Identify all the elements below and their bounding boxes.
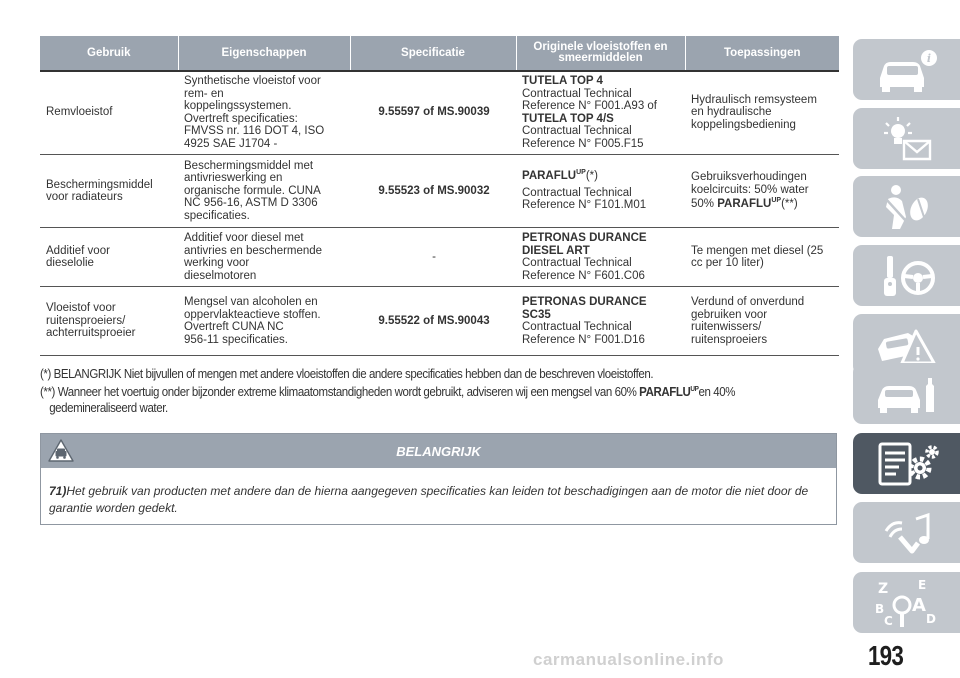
paraflu-brand: PARAFLU bbox=[717, 198, 772, 211]
svg-text:E: E bbox=[917, 577, 926, 592]
watermark: carmanualsonline.info bbox=[533, 650, 724, 669]
multimedia-icon bbox=[872, 507, 942, 559]
footnote-1: (*) BELANGRIJK Niet bijvullen of mengen met andere vloeistoffen die andere specificaties hebben dan de beschreven vloeistoffen. bbox=[40, 367, 654, 381]
svg-text:A: A bbox=[911, 594, 926, 616]
svg-text:C: C bbox=[883, 613, 893, 628]
cell-specification: 9.55597 of MS.90039 bbox=[378, 106, 490, 119]
cell-applications: Verdund of onverdund gebruiken voor ruitenwissers/ ruitensproeiers bbox=[691, 296, 805, 346]
svg-text:i: i bbox=[926, 51, 931, 65]
warning-number: 71) bbox=[49, 484, 67, 498]
cell-properties: Synthetische vloeistof voor rem- en koppelingssystemen. Overtreft specificaties: FMVSS nr. 116 DOT 4, ISO 4925 SAE J1704 - bbox=[184, 75, 325, 150]
index-abc-icon bbox=[872, 577, 942, 629]
cell-applications: Te mengen met diesel (25 cc per 10 liter) bbox=[691, 244, 824, 269]
cell-specification: - bbox=[432, 250, 436, 263]
warning-text: Het gebruik van producten met andere dan de hierna aangegeven specificaties kan leiden tot beschadigingen aan de motor die niet door de garantie worden gedekt. bbox=[49, 484, 809, 515]
header-specification: Specificatie bbox=[350, 36, 516, 71]
cell-original-fluids: $PARAFLU^{UP}(*)$ Contractual Technical Reference N° F101.M01 bbox=[522, 169, 647, 212]
technical-data-icon bbox=[872, 438, 942, 490]
important-warning-box bbox=[40, 433, 837, 525]
cell-specification: 9.55522 of MS.90043 bbox=[378, 314, 490, 327]
cell-use: Vloeistof voor ruitensproeiers/ achterruitsproeier bbox=[46, 302, 136, 340]
chapter-side-nav bbox=[853, 0, 960, 678]
header-use: Gebruik bbox=[40, 36, 178, 71]
paraflu-brand: PARAFLU bbox=[639, 385, 691, 399]
airbag-seatbelt-icon bbox=[872, 181, 942, 233]
svg-text:B: B bbox=[874, 601, 884, 616]
table-header-row bbox=[40, 36, 839, 71]
warning-title: BELANGRIJK bbox=[396, 443, 481, 459]
nav-tab-maintenance[interactable] bbox=[853, 363, 960, 424]
header-original-fluids: Originele vloeistoffen en smeermiddelen bbox=[516, 36, 685, 71]
nav-tab-index[interactable] bbox=[853, 572, 960, 633]
cell-applications: Gebruiksverhoudingen koelcircuits: 50% water 50% $PARAFLU^{UP}(**)$ bbox=[691, 171, 809, 211]
cell-properties: Mengsel van alcoholen en oppervlakteactieve stoffen. Overtreft CUNA NC 956-11 specificaties. bbox=[184, 296, 321, 346]
footnote-2: (**) Wanneer het voertuig onder bijzonder extreme klimaatomstandigheden wordt gebruikt, adviseren wij een mengsel van 60% $PARAFLU^{UP}en$ 40% gedemineraliseerd water. bbox=[40, 385, 736, 415]
table-row bbox=[40, 155, 839, 228]
table-footnotes bbox=[40, 366, 831, 418]
nav-tab-car-info[interactable] bbox=[853, 39, 960, 100]
nav-tab-dashboard-lights[interactable] bbox=[853, 108, 960, 169]
key-steering-wheel-icon bbox=[872, 250, 942, 302]
svg-text:Z: Z bbox=[877, 580, 888, 597]
header-properties: Eigenschappen bbox=[178, 36, 350, 71]
page-number: 193 bbox=[868, 640, 903, 671]
nav-tab-starting-driving[interactable] bbox=[853, 245, 960, 306]
cell-use: Remvloeistof bbox=[46, 106, 113, 119]
cell-applications: Hydraulisch remsysteem en hydraulische koppelingsbediening bbox=[691, 93, 817, 131]
cell-use: Beschermingsmiddel voor radiateurs bbox=[46, 178, 153, 203]
table-row bbox=[40, 228, 839, 287]
warning-body bbox=[41, 468, 836, 517]
car-info-icon bbox=[872, 44, 942, 96]
car-maintenance-icon bbox=[872, 368, 942, 420]
nav-tab-technical-data[interactable] bbox=[853, 433, 960, 494]
cell-properties: Additief voor diesel met antivries en beschermende werking voor dieselmotoren bbox=[184, 232, 323, 282]
fluids-table bbox=[40, 36, 839, 356]
warning-header bbox=[41, 434, 836, 468]
table-row bbox=[40, 287, 839, 356]
cell-original-fluids: PETRONAS DURANCE DIESEL ART Contractual Technical Reference N° F601.C06 bbox=[522, 232, 647, 282]
svg-text:D: D bbox=[925, 611, 936, 626]
cell-specification: 9.55523 of MS.90032 bbox=[378, 184, 490, 197]
table-row bbox=[40, 71, 839, 155]
nav-tab-multimedia[interactable] bbox=[853, 502, 960, 563]
cell-original-fluids: TUTELA TOP 4 Contractual Technical Reference N° F001.A93 of TUTELA TOP 4/S Contractual Technical Reference N° F005.F15 bbox=[522, 75, 658, 150]
nav-tab-safety[interactable] bbox=[853, 176, 960, 237]
cell-original-fluids: PETRONAS DURANCE SC35 Contractual Technical Reference N° F001.D16 bbox=[522, 296, 647, 346]
engine-warning-icon bbox=[48, 439, 74, 463]
dashboard-lights-icon bbox=[872, 113, 942, 165]
header-applications: Toepassingen bbox=[685, 36, 839, 71]
cell-properties: Beschermingsmiddel met antivrieswerking en organische formule. CUNA NC 956-16, ASTM D 3306 specificaties. bbox=[184, 159, 321, 222]
paraflu-brand: PARAFLU bbox=[522, 170, 577, 183]
cell-use: Additief voor dieselolie bbox=[46, 244, 110, 269]
